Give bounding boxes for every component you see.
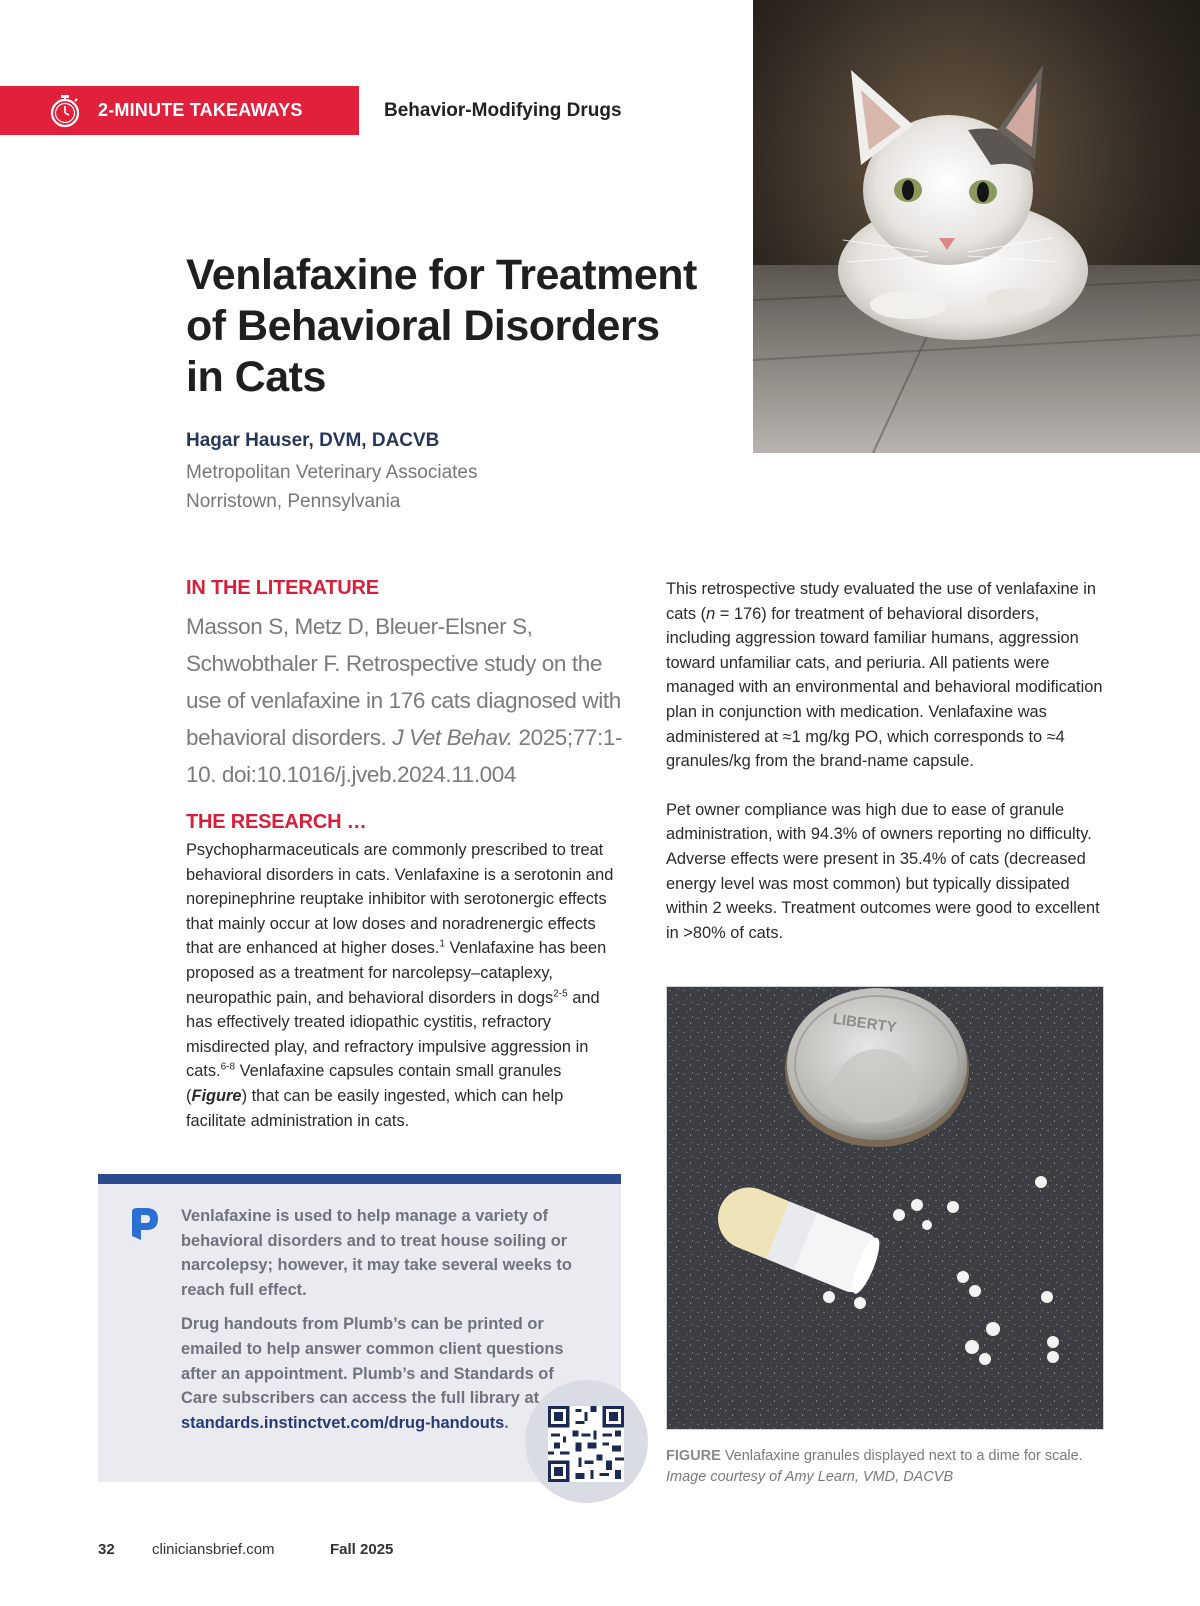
figure-caption (666, 1446, 1106, 1488)
research-text: Venlafaxine has been proposed as a treatment for narcolepsy–cataplexy, neuropathic pain, and behavioral disorders in dogs (186, 939, 607, 1007)
figure-caption-text: Venlafaxine granules displayed next to a dime for scale. (724, 1448, 1083, 1464)
author-name: Hagar Hauser, DVM, DACVB (186, 430, 440, 451)
study-text: = 176) for treatment of behavioral disorders, including aggression toward familiar humans, aggression toward unfamiliar cats, and periuria. All patients were managed with an environmental and behavioral modification plan in conjunction with medication. Venlafaxine was administered at ≈1 mg/kg PO, which corresponds to ≈4 granules/kg from the brand-name capsule. (666, 604, 1103, 771)
citation-authors: Masson S, Metz D, Bleuer-Elsner S, Schwobthaler F. Retrospective study on the use of venlafaxine in 176 cats diagnosed with behavioral disorders. (186, 614, 621, 750)
takeaways-label: 2-MINUTE TAKEAWAYS (98, 100, 303, 120)
figure-image (666, 986, 1104, 1430)
reference-mark: 1 (439, 938, 445, 950)
study-summary (666, 577, 1106, 969)
citation-rest: 2025;77:1-10. doi:10.1016/j.jveb.2024.11.004 (186, 725, 623, 787)
qr-code-icon[interactable] (548, 1406, 624, 1482)
research-heading: THE RESEARCH … (186, 811, 367, 833)
site-name: cliniciansbrief.com (152, 1541, 275, 1558)
study-paragraph (666, 577, 1106, 774)
issue-date: Fall 2025 (330, 1541, 394, 1558)
author-affiliation (186, 458, 478, 516)
figure-credit: Image courtesy of Amy Learn, VMD, DACVB (666, 1469, 954, 1485)
coin-lettering: LIBERTY (831, 1010, 898, 1037)
callout-paragraph (181, 1312, 581, 1435)
cat-photo (753, 0, 1200, 453)
research-text: and has effectively treated idiopathic cystitis, refractory misdirected play, and refractory impulsive aggression in cats. (186, 988, 600, 1081)
research-text: Psychopharmaceuticals are commonly prescribed to treat behavioral disorders in cats. Venlafaxine is a serotonin and norepinephrine reuptake inhibitor with serotonergic effects that mainly occur at low doses and noradrenergic effects that are enhanced at higher doses. (186, 841, 614, 958)
page-number: 32 (98, 1541, 115, 1558)
literature-heading: IN THE LITERATURE (186, 577, 379, 599)
stopwatch-icon (46, 92, 84, 130)
sample-size-symbol: n (706, 604, 716, 623)
drug-handouts-link[interactable]: standards.instinctvet.com/drug-handouts (181, 1413, 505, 1432)
callout-text: Drug handouts from Plumb’s can be printed or emailed to help answer common client questions after an appointment. Plumb’s and Standards of Care subscribers can access the full library at (181, 1315, 564, 1408)
citation-journal: J Vet Behav. (392, 725, 513, 750)
affiliation-line: Norristown, Pennsylvania (186, 491, 401, 512)
reference-mark: 6-8 (220, 1061, 236, 1073)
research-body (186, 838, 626, 1133)
callout-paragraph: Venlafaxine is used to help manage a variety of behavioral disorders and to treat house soiling or narcolepsy; however, it may take several weeks to reach full effect. (181, 1207, 572, 1299)
citation (186, 608, 626, 793)
study-text: This retrospective study evaluated the use of venlafaxine in cats ( (666, 580, 1097, 623)
section-label: Behavior-Modifying Drugs (384, 100, 622, 121)
figure-label: FIGURE (666, 1448, 721, 1464)
figure-reference: Figure (191, 1086, 242, 1105)
callout-text: . (504, 1413, 509, 1432)
research-text: Venlafaxine capsules contain small granules ( (186, 1062, 562, 1105)
study-paragraph: Pet owner compliance was high due to ease of granule administration, with 94.3% of owners reporting no difficulty. Adverse effects were present in 35.4% of cats (decreased energy level was most common) but typically dissipated within 2 weeks. Treatment outcomes were good to excellent in >80% of cats. (666, 800, 1100, 942)
affiliation-line: Metropolitan Veterinary Associates (186, 462, 478, 483)
reference-mark: 2-5 (553, 988, 568, 1000)
plumbs-logo-icon (128, 1206, 162, 1242)
plumbs-callout-text (181, 1204, 581, 1445)
research-text: ) that can be easily ingested, which can help facilitate administration in cats. (186, 1086, 564, 1130)
article-title: Venlafaxine for Treatment of Behavioral Disorders in Cats (186, 251, 697, 401)
